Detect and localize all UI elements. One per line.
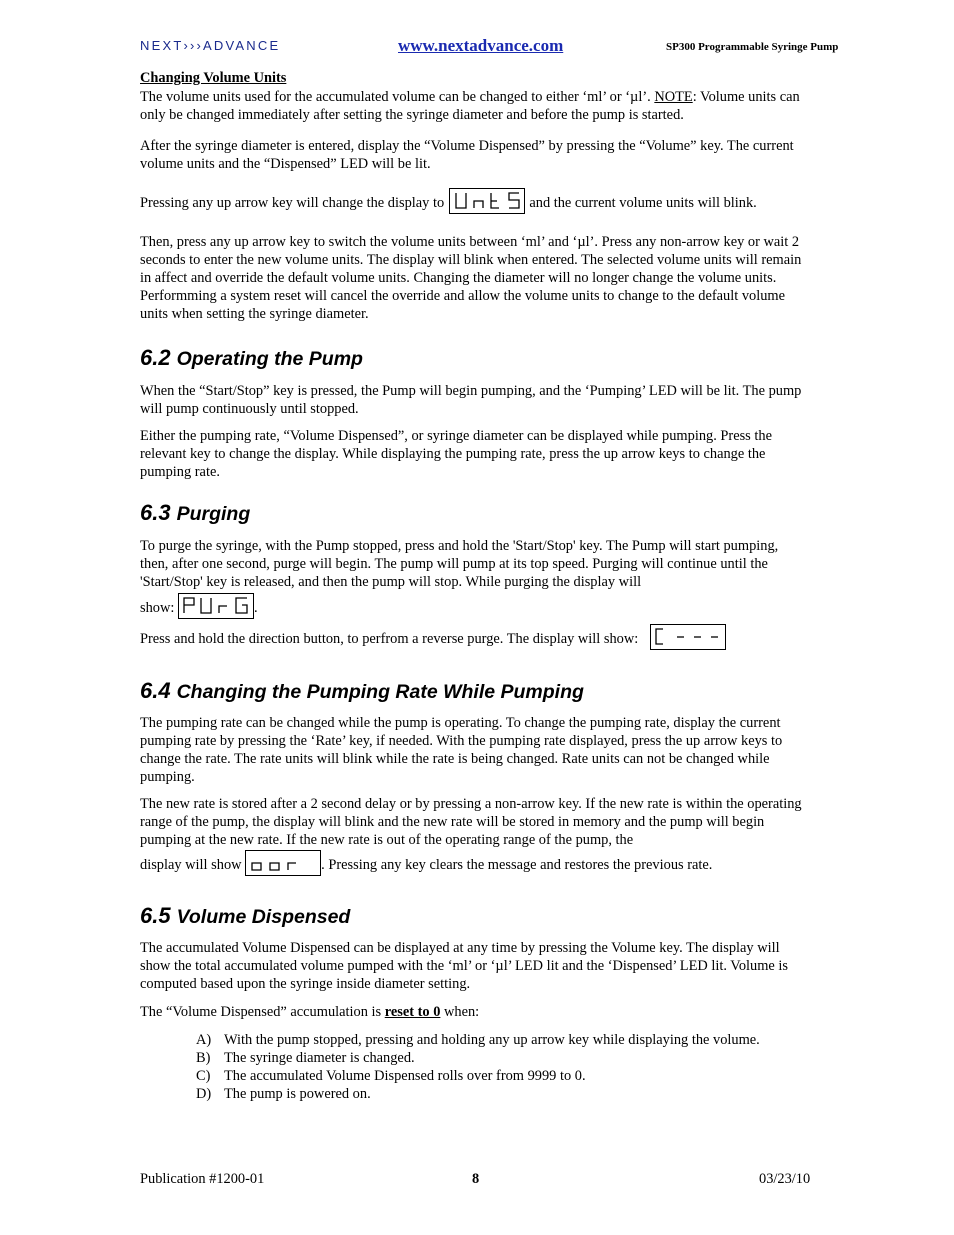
changing-units-paragraph-4: Then, press any up arrow key to switch the volume units between ‘ml’ and ‘µl’. Press any non-arrow key or wait 2 seconds to enter the new volume units. The display will blink when entered. The selected volume units will remain in affect and override the default volume units. Changing the diameter will no longer change the volume units. Performming a system reset will cancel the override and allow the volume units to change to the default volume units when setting the syringe diameter. bbox=[140, 234, 802, 322]
section-6-3-paragraph-1: To purge the syringe, with the Pump stopped, press and hold the 'Start/Stop' key. The Pump will start pumping, then, after one second, purge will begin. The pump will pump at its top speed. Purging will continue until the 'Start/Stop' key is released, and then the pump will stop. While purging the display will bbox=[140, 538, 779, 590]
changing-units-heading: Changing Volume Units bbox=[140, 70, 287, 86]
section-6-4-paragraph-2: The new rate is stored after a 2 second delay or by pressing a non-arrow key. If the new rate is within the operating range of the pump, the display will blink and the new rate will be stored in memory and the pump will begin pumping at the new rate. If the new rate is out of the operating range of the pump, the bbox=[140, 796, 802, 848]
lcd-reverse-purge-display bbox=[650, 624, 726, 650]
list-item: C) The accumulated Volume Dispensed rolls over from 9999 to 0. bbox=[196, 1068, 586, 1084]
section-6-3-paragraph-2: Press and hold the direction button, to perfrom a reverse purge. The display will show: bbox=[140, 622, 810, 648]
lcd-purge-display bbox=[178, 593, 254, 619]
publication-number: Publication #1200-01 bbox=[140, 1171, 265, 1187]
changing-units-paragraph-2: After the syringe diameter is entered, display the “Volume Dispensed” by pressing the “Volume” key. The current volume units and the “Dispensed” LED will be lit. bbox=[140, 138, 794, 172]
website-link[interactable]: www.nextadvance.com bbox=[398, 36, 564, 55]
changing-units-paragraph-3: Pressing any up arrow key will change the display to and the current volume units will blink. bbox=[140, 186, 810, 212]
reset-conditions-list bbox=[196, 1031, 760, 1103]
section-6-2-paragraph-1: When the “Start/Stop” key is pressed, the Pump will begin pumping, and the ‘Pumping’ LED will be lit. The pump will pump continuously until stopped. bbox=[140, 383, 802, 417]
section-6-2-heading: 6.2 Operating the Pump bbox=[140, 345, 363, 370]
section-6-5-heading: 6.5 Volume Dispensed bbox=[140, 903, 351, 928]
changing-units-paragraph-1: The volume units used for the accumulated volume can be changed to either ‘ml’ or ‘µl’. NOTE: Volume units can only be changed immediately after setting the syringe diameter and before the pump is started. bbox=[140, 89, 800, 123]
page-number: 8 bbox=[472, 1171, 480, 1187]
lcd-out-of-range-display bbox=[245, 850, 321, 876]
section-6-5-paragraph-1: The accumulated Volume Dispensed can be displayed at any time by pressing the Volume key. The display will show the total accumulated volume pumped with the ‘ml’ or ‘µl’ LED lit and the ‘Dispensed’ LED lit. Volume is computed based upon the syringe inside diameter setting. bbox=[140, 940, 789, 992]
list-item: B) The syringe diameter is changed. bbox=[196, 1050, 415, 1066]
publication-date: 03/23/10 bbox=[759, 1171, 811, 1187]
list-item: A) With the pump stopped, pressing and holding any up arrow key while displaying the volume. bbox=[196, 1032, 760, 1048]
list-item: D) The pump is powered on. bbox=[196, 1086, 371, 1102]
lcd-units-display bbox=[449, 188, 525, 214]
document-title: SP300 Programmable Syringe Pump bbox=[666, 41, 839, 53]
section-6-4-heading: 6.4 Changing the Pumping Rate While Pumping bbox=[140, 678, 584, 703]
section-6-3-show-line: show: . bbox=[140, 591, 810, 617]
company-logo: NEXT›››ADVANCE bbox=[140, 38, 281, 53]
section-6-2-paragraph-2: Either the pumping rate, “Volume Dispensed”, or syringe diameter can be displayed while pumping. Press the relevant key to change the display. While displaying the pumping rate, press the up arrow keys to change the pumping rate. bbox=[140, 428, 772, 480]
section-6-5-paragraph-2: The “Volume Dispensed” accumulation is reset to 0 when: bbox=[140, 1004, 480, 1020]
section-6-4-paragraph-1: The pumping rate can be changed while the pump is operating. To change the pumping rate, display the current pumping rate by pressing the ‘Rate’ key, if needed. With the pumping rate displayed, press the up arrow keys to change the rate. The rate units will blink while the rate is being changed. Rate units can not be changed while pumping. bbox=[140, 715, 783, 785]
section-6-3-heading: 6.3 Purging bbox=[140, 500, 251, 525]
section-6-4-show-line: display will show . Pressing any key clears the message and restores the previous rate. bbox=[140, 848, 810, 874]
